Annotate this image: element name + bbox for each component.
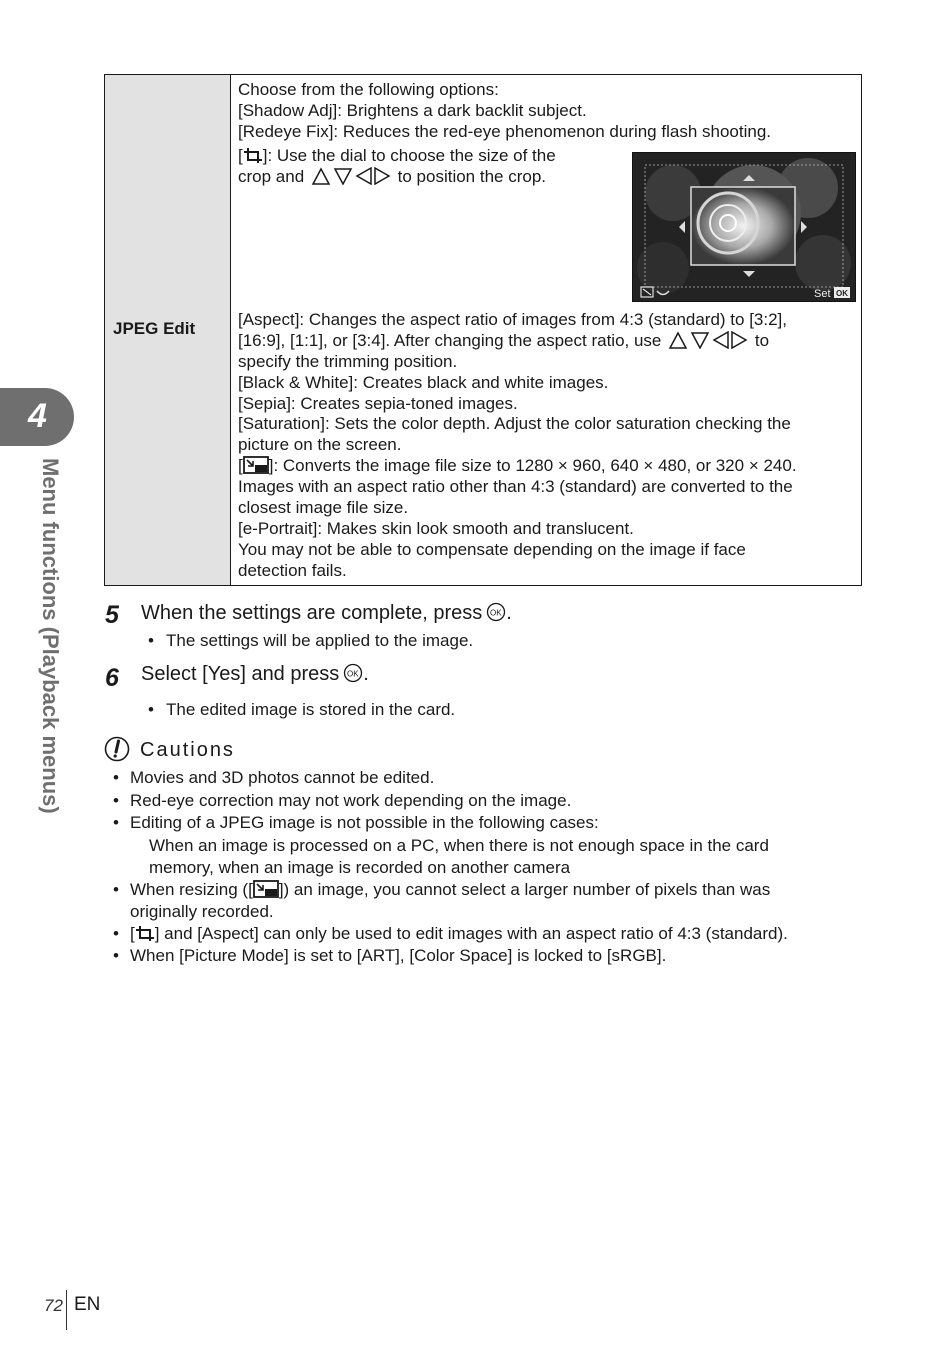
step-text: Select [Yes] and press OK . [141,663,369,685]
caution-continuation: When an image is processed on a PC, when there is not enough space in the card [149,836,769,855]
step-6-bullet: The edited image is stored in the card. [166,700,456,719]
aspect-line-2 [238,330,769,351]
direction-arrows-icon [311,167,391,185]
footer-divider [66,1290,67,1330]
table-line: [Black & White]: Creates black and white images. [238,373,609,392]
crop-line-1: [ ]: Use the dial to choose the size of the [238,146,556,165]
step-5-bullet: The settings will be applied to the image. [166,631,474,650]
table-line: detection fails. [238,561,347,580]
table-line: [e-Portrait]: Makes skin look smooth and translucent. [238,519,634,538]
ok-button-icon [343,663,363,683]
table-line: [Saturation]: Sets the color depth. Adjust the color saturation checking the [238,414,791,433]
caution-item: • When [Picture Mode] is set to [ART], [Color Space] is locked to [sRGB]. [113,946,667,965]
step-bullet: • The settings will be applied to the image. [148,631,474,650]
step-number: 6 [105,664,119,692]
ok-badge: OK [836,289,848,298]
caution-icon [104,736,130,762]
page-language: EN [74,1294,101,1315]
resize-line: [ ]: Converts the image file size to 1280 × 960, 640 × 480, or 320 × 240. [238,456,797,475]
ok-button-icon [486,602,506,622]
crop-icon [243,147,263,164]
set-label: Set [814,288,831,300]
caution-item-text: Red-eye correction may not work depending on the image. [130,791,572,810]
caution-item: • [ ] and [Aspect] can only be used to edit images with an aspect ratio of 4:3 (standard). [113,924,788,943]
step-number: 5 [105,601,119,629]
table-line: You may not be able to compensate depending on the image if face [238,540,746,559]
step-5-label: When the settings are complete, press [141,602,483,624]
direction-arrows-icon [668,331,748,349]
resize-icon [243,456,269,474]
page-number: 72 [44,1296,63,1315]
caution-item-suffix: ] and [Aspect] can only be used to edit images with an aspect ratio of 4:3 (standard). [154,924,788,943]
chapter-number: 4 [28,397,47,435]
caution-item: • Red-eye correction may not work depending on the image. [113,791,572,810]
table-line: [Redeye Fix]: Reduces the red-eye phenomenon during flash shooting. [238,122,771,141]
step-text: When the settings are complete, press OK . [141,602,512,624]
caution-item-text: When [Picture Mode] is set to [ART], [Color Space] is locked to [sRGB]. [130,946,667,965]
caution-item-prefix: When resizing ([ [130,880,253,899]
jpeg-edit-table [104,74,862,586]
crop-line-2 [238,166,546,187]
caution-continuation: memory, when an image is recorded on another camera [149,858,571,877]
table-line: picture on the screen. [238,435,402,454]
aspect-line-1: [Aspect]: Changes the aspect ratio of images from 4:3 (standard) to [3:2], [238,310,788,329]
aspect-line-2-prefix: [16:9], [1:1], or [3:4]. After changing the aspect ratio, use [238,331,662,350]
table-line: [Sepia]: Creates sepia-toned images. [238,394,518,413]
crop-preview-image [632,152,856,302]
table-line: [Shadow Adj]: Brightens a dark backlit subject. [238,101,587,120]
svg-text:OK: OK [490,608,502,618]
cautions-title: Cautions [140,739,235,761]
chapter-title: Menu functions (Playback menus) [38,458,63,814]
caution-item-suffix: ]) an image, you cannot select a larger number of pixels than was [278,880,771,899]
caution-item: • Movies and 3D photos cannot be edited. [113,768,435,787]
table-label: JPEG Edit [113,319,196,338]
table-line: closest image file size. [238,498,409,517]
caution-item-prefix: [ [130,924,135,943]
caution-item: • When resizing ([ ]) an image, you cannot select a larger number of pixels than was [113,880,771,899]
caution-item-text: Editing of a JPEG image is not possible in the following cases: [130,813,599,832]
crop-line-1-text: ]: Use the dial to choose the size of the [262,146,556,165]
crop-icon [135,925,155,942]
caution-item: • Editing of a JPEG image is not possible in the following cases: [113,813,599,832]
step-6-label: Select [Yes] and press [141,663,340,685]
crop-line-2-prefix: crop and [238,167,305,186]
table-line: Choose from the following options: [238,80,499,99]
crop-line-2-suffix: to position the crop. [397,167,547,186]
resize-icon [253,880,279,898]
table-label-cell [105,75,231,585]
resize-line-text: ]: Converts the image file size to 1280 × 960, 640 × 480, or 320 × 240. [268,456,797,475]
caution-item-text: Movies and 3D photos cannot be edited. [130,768,435,787]
aspect-line-2-suffix: to [754,331,770,350]
caution-continuation: originally recorded. [130,902,274,921]
step-bullet: • The edited image is stored in the card. [148,700,456,719]
table-line: specify the trimming position. [238,352,458,371]
table-line: Images with an aspect ratio other than 4:3 (standard) are converted to the [238,477,793,496]
svg-text:OK: OK [347,669,359,679]
